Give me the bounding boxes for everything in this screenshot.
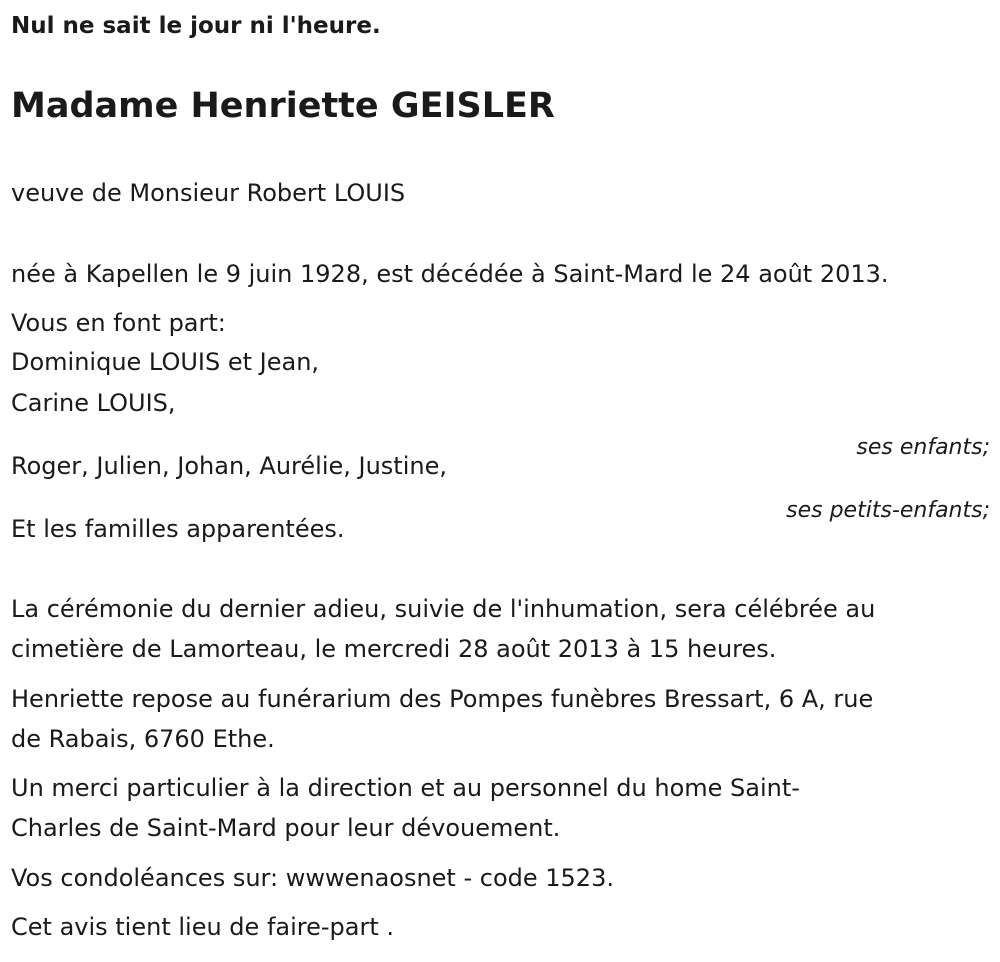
repose-line-1: Henriette repose au funérarium des Pompes funèbres Bressart, 6 A, rue <box>11 685 874 713</box>
announcers-intro: Vous en font part: <box>11 309 226 337</box>
motto: Nul ne sait le jour ni l'heure. <box>11 13 381 39</box>
repose-line-2: de Rabais, 6760 Ethe. <box>11 725 275 753</box>
children-label: ses enfants; <box>856 435 990 460</box>
closing-line: Cet avis tient lieu de faire-part . <box>11 913 395 941</box>
grandchildren-label: ses petits-enfants; <box>786 498 990 523</box>
thanks-line-1: Un merci particulier à la direction et au personnel du home Saint- <box>11 774 800 802</box>
ceremony-line-2: cimetière de Lamorteau, le mercredi 28 août 2013 à 15 heures. <box>11 635 777 663</box>
children-line-1: Dominique LOUIS et Jean, <box>11 348 320 376</box>
ceremony-line-1: La cérémonie du dernier adieu, suivie de l'inhumation, sera célébrée au <box>11 595 876 623</box>
widow-of-line: veuve de Monsieur Robert LOUIS <box>11 179 406 207</box>
families-line: Et les familles apparentées. <box>11 515 345 543</box>
condolences-line: Vos condoléances sur: wwwenaosnet - code 1523. <box>11 864 614 892</box>
deceased-name: Madame Henriette GEISLER <box>11 86 555 126</box>
thanks-line-2: Charles de Saint-Mard pour leur dévouement. <box>11 814 561 842</box>
grandchildren-line: Roger, Julien, Johan, Aurélie, Justine, <box>11 452 447 480</box>
children-line-2: Carine LOUIS, <box>11 389 176 417</box>
birth-death-line: née à Kapellen le 9 juin 1928, est décédée à Saint-Mard le 24 août 2013. <box>11 260 889 288</box>
